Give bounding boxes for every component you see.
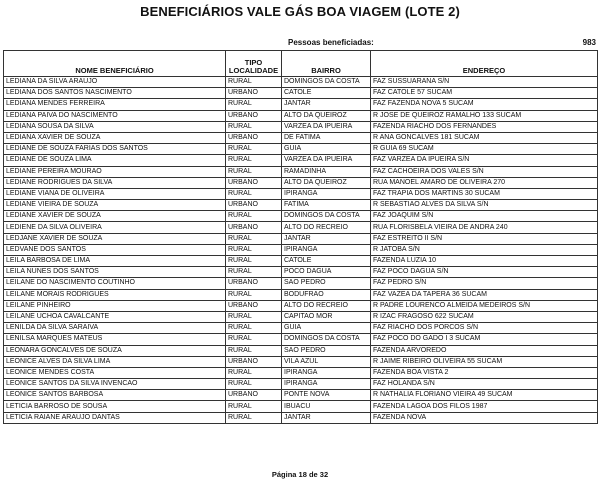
cell-neighborhood: ALTO DO RECREIO [282, 222, 371, 233]
table-row [4, 132, 598, 143]
cell-name: LEILANE PINHEIRO [4, 300, 226, 311]
cell-locality-type: RURAL [226, 267, 282, 278]
cell-address: FAZENDA LAGOA DOS FILOS 1987 [371, 401, 598, 412]
cell-name: LEDIANE VIANA DE OLIVEIRA [4, 188, 226, 199]
cell-locality-type: RURAL [226, 401, 282, 412]
cell-neighborhood: VILA AZUL [282, 356, 371, 367]
cell-address: R NATHALIA FLORIANO VIEIRA 49 SUCAM [371, 390, 598, 401]
table-row [4, 155, 598, 166]
cell-locality-type: URBANO [226, 222, 282, 233]
cell-locality-type: RURAL [226, 345, 282, 356]
cell-name: LEDIANA DOS SANTOS NASCIMENTO [4, 88, 226, 99]
cell-neighborhood: GUIA [282, 144, 371, 155]
cell-neighborhood: IPIRANGA [282, 367, 371, 378]
cell-locality-type: RURAL [226, 289, 282, 300]
cell-neighborhood: DE FATIMA [282, 132, 371, 143]
table-row [4, 144, 598, 155]
column-header-name: NOME BENEFICIÁRIO [4, 51, 226, 77]
table-row [4, 200, 598, 211]
cell-name: LEDIANE XAVIER DE SOUZA [4, 211, 226, 222]
cell-address: FAZ SUSSUARANA S/N [371, 77, 598, 88]
cell-locality-type: URBANO [226, 300, 282, 311]
cell-address: FAZ HOLANDA S/N [371, 379, 598, 390]
cell-locality-type: RURAL [226, 99, 282, 110]
cell-name: LEDIANE DE SOUZA LIMA [4, 155, 226, 166]
cell-neighborhood: IPIRANGA [282, 188, 371, 199]
cell-locality-type: RURAL [226, 144, 282, 155]
cell-locality-type: URBANO [226, 110, 282, 121]
table-row [4, 345, 598, 356]
cell-locality-type: URBANO [226, 200, 282, 211]
column-header-neighborhood: BAIRRO [282, 51, 371, 77]
cell-locality-type: URBANO [226, 356, 282, 367]
cell-locality-type: RURAL [226, 188, 282, 199]
cell-address: FAZ CATOLE 57 SUCAM [371, 88, 598, 99]
cell-name: LENILDA DA SILVA SARAIVA [4, 323, 226, 334]
table-row [4, 166, 598, 177]
cell-neighborhood: JANTAR [282, 412, 371, 423]
cell-address: FAZ VAZEA DA TAPERA 36 SUCAM [371, 289, 598, 300]
table-row [4, 390, 598, 401]
cell-locality-type: RURAL [226, 233, 282, 244]
cell-name: LETICIA BARROSO DE SOUSA [4, 401, 226, 412]
cell-name: LEDJANE XAVIER DE SOUZA [4, 233, 226, 244]
cell-address: FAZ PEDRO S/N [371, 278, 598, 289]
cell-address: FAZENDA LUZIA 10 [371, 256, 598, 267]
table-row [4, 121, 598, 132]
table-row [4, 401, 598, 412]
table-row [4, 278, 598, 289]
cell-locality-type: RURAL [226, 367, 282, 378]
cell-address: FAZ VARZEA DA IPUEIRA S/N [371, 155, 598, 166]
cell-name: LEDIANE RODRIGUES DA SILVA [4, 177, 226, 188]
table-row [4, 334, 598, 345]
table-row [4, 177, 598, 188]
cell-neighborhood: ALTO DO RECREIO [282, 300, 371, 311]
cell-neighborhood: ALTO DA QUEIROZ [282, 177, 371, 188]
cell-name: LEDIANA DA SILVA ARAUJO [4, 77, 226, 88]
cell-neighborhood: VARZEA DA IPUEIRA [282, 121, 371, 132]
table-body [4, 77, 598, 424]
summary-label: Pessoas beneficiadas: [288, 38, 374, 47]
cell-address: FAZ JOAQUIM S/N [371, 211, 598, 222]
table-row [4, 211, 598, 222]
column-header-locality-type: TIPO LOCALIDADE [226, 51, 282, 77]
page-footer: Página 18 de 32 [271, 470, 329, 479]
cell-locality-type: URBANO [226, 177, 282, 188]
cell-name: LEONICE ALVES DA SILVA LIMA [4, 356, 226, 367]
table-row [4, 188, 598, 199]
column-header-address: ENDEREÇO [371, 51, 598, 77]
table-row [4, 311, 598, 322]
cell-name: LETICIA RAIANE ARAUJO DANTAS [4, 412, 226, 423]
cell-name: LEONARA GONCALVES DE SOUZA [4, 345, 226, 356]
cell-address: FAZ POCO DAGUA S/N [371, 267, 598, 278]
cell-locality-type: RURAL [226, 412, 282, 423]
cell-name: LEDIANE DE SOUZA FARIAS DOS SANTOS [4, 144, 226, 155]
cell-name: LEONICE MENDES COSTA [4, 367, 226, 378]
cell-address: R SEBASTIAO ALVES DA SILVA S/N [371, 200, 598, 211]
cell-address: R IZAC FRAGOSO 622 SUCAM [371, 311, 598, 322]
cell-locality-type: RURAL [226, 379, 282, 390]
cell-name: LEONICE SANTOS DA SILVA INVENCAO [4, 379, 226, 390]
cell-neighborhood: DOMINGOS DA COSTA [282, 334, 371, 345]
cell-neighborhood: CATOLE [282, 256, 371, 267]
cell-neighborhood: RAMADINHA [282, 166, 371, 177]
table-row [4, 110, 598, 121]
cell-neighborhood: VARZEA DA IPUEIRA [282, 155, 371, 166]
table-row [4, 267, 598, 278]
cell-locality-type: RURAL [226, 334, 282, 345]
table-row [4, 222, 598, 233]
cell-neighborhood: CAPITAO MOR [282, 311, 371, 322]
beneficiary-summary [0, 38, 600, 50]
cell-neighborhood: CATOLE [282, 88, 371, 99]
cell-locality-type: URBANO [226, 278, 282, 289]
cell-neighborhood: JANTAR [282, 99, 371, 110]
cell-neighborhood: FATIMA [282, 200, 371, 211]
cell-address: FAZENDA ARVOREDO [371, 345, 598, 356]
cell-name: LEDIANA PAIVA DO NASCIMENTO [4, 110, 226, 121]
cell-name: LEDVANE DOS SANTOS [4, 244, 226, 255]
table-row [4, 367, 598, 378]
cell-neighborhood: PONTE NOVA [282, 390, 371, 401]
cell-neighborhood: IBUACU [282, 401, 371, 412]
cell-neighborhood: IPIRANGA [282, 379, 371, 390]
cell-address: R JAIME RIBEIRO OLIVEIRA 55 SUCAM [371, 356, 598, 367]
cell-locality-type: URBANO [226, 132, 282, 143]
table-row [4, 256, 598, 267]
table-header-row [4, 51, 598, 77]
cell-neighborhood: JANTAR [282, 233, 371, 244]
table-row [4, 233, 598, 244]
cell-name: LEDIANE PEREIRA MOURAO [4, 166, 226, 177]
cell-name: LEILA BARBOSA DE LIMA [4, 256, 226, 267]
cell-address: FAZENDA RIACHO DOS FERNANDES [371, 121, 598, 132]
cell-neighborhood: BODUFRAO [282, 289, 371, 300]
cell-address: FAZ RIACHO DOS PORCOS S/N [371, 323, 598, 334]
page-title: BENEFICIÁRIOS VALE GÁS BOA VIAGEM (LOTE 2) [140, 4, 460, 19]
table-row [4, 77, 598, 88]
cell-locality-type: RURAL [226, 166, 282, 177]
cell-neighborhood: GUIA [282, 323, 371, 334]
cell-neighborhood: DOMINGOS DA COSTA [282, 77, 371, 88]
cell-address: FAZENDA NOVA [371, 412, 598, 423]
table-row [4, 289, 598, 300]
cell-neighborhood: SAO PEDRO [282, 278, 371, 289]
table-row [4, 412, 598, 423]
cell-address: RUA MANOEL AMARO DE OLIVEIRA 270 [371, 177, 598, 188]
cell-address: FAZ FAZENDA NOVA 5 SUCAM [371, 99, 598, 110]
cell-address: R ANA GONCALVES 181 SUCAM [371, 132, 598, 143]
cell-locality-type: RURAL [226, 155, 282, 166]
cell-neighborhood: POCO DAGUA [282, 267, 371, 278]
cell-address: FAZ POCO DO GADO I 3 SUCAM [371, 334, 598, 345]
cell-locality-type: RURAL [226, 244, 282, 255]
cell-name: LENILSA MARQUES MATEUS [4, 334, 226, 345]
cell-name: LEDIENE DA SILVA OLIVEIRA [4, 222, 226, 233]
cell-name: LEDIANA SOUSA DA SILVA [4, 121, 226, 132]
cell-address: R JOSE DE QUEIROZ RAMALHO 133 SUCAM [371, 110, 598, 121]
table-row [4, 300, 598, 311]
table-row [4, 244, 598, 255]
cell-locality-type: RURAL [226, 121, 282, 132]
beneficiaries-table [3, 50, 598, 424]
cell-neighborhood: IPIRANGA [282, 244, 371, 255]
summary-count: 983 [582, 38, 596, 47]
table-row [4, 323, 598, 334]
cell-address: R GUIA 69 SUCAM [371, 144, 598, 155]
cell-locality-type: RURAL [226, 256, 282, 267]
cell-name: LEONICE SANTOS BARBOSA [4, 390, 226, 401]
cell-name: LEDIANA MENDES FERREIRA [4, 99, 226, 110]
cell-address: R JATOBA S/N [371, 244, 598, 255]
cell-locality-type: URBANO [226, 88, 282, 99]
cell-address: FAZ CACHOEIRA DOS VALES S/N [371, 166, 598, 177]
cell-locality-type: RURAL [226, 311, 282, 322]
cell-name: LEILA NUNES DOS SANTOS [4, 267, 226, 278]
cell-name: LEILANE DO NASCIMENTO COUTINHO [4, 278, 226, 289]
cell-name: LEDIANE VIEIRA DE SOUZA [4, 200, 226, 211]
cell-neighborhood: ALTO DA QUEIROZ [282, 110, 371, 121]
cell-neighborhood: SAO PEDRO [282, 345, 371, 356]
cell-locality-type: RURAL [226, 77, 282, 88]
cell-locality-type: RURAL [226, 211, 282, 222]
cell-neighborhood: DOMINGOS DA COSTA [282, 211, 371, 222]
table-row [4, 379, 598, 390]
cell-name: LEDIANA XAVIER DE SOUZA [4, 132, 226, 143]
cell-locality-type: RURAL [226, 323, 282, 334]
cell-locality-type: URBANO [226, 390, 282, 401]
cell-name: LEILANE UCHOA CAVALCANTE [4, 311, 226, 322]
cell-address: FAZ ESTREITO II S/N [371, 233, 598, 244]
cell-address: FAZ TRAPIA DOS MARTINS 30 SUCAM [371, 188, 598, 199]
table-row [4, 88, 598, 99]
cell-address: RUA FLORISBELA VIEIRA DE ANDRA 240 [371, 222, 598, 233]
cell-address: FAZENDA BOA VISTA 2 [371, 367, 598, 378]
cell-address: R PADRE LOURENCO ALMEIDA MEDEIROS S/N [371, 300, 598, 311]
cell-name: LEILANE MORAIS RODRIGUES [4, 289, 226, 300]
table-row [4, 356, 598, 367]
table-row [4, 99, 598, 110]
